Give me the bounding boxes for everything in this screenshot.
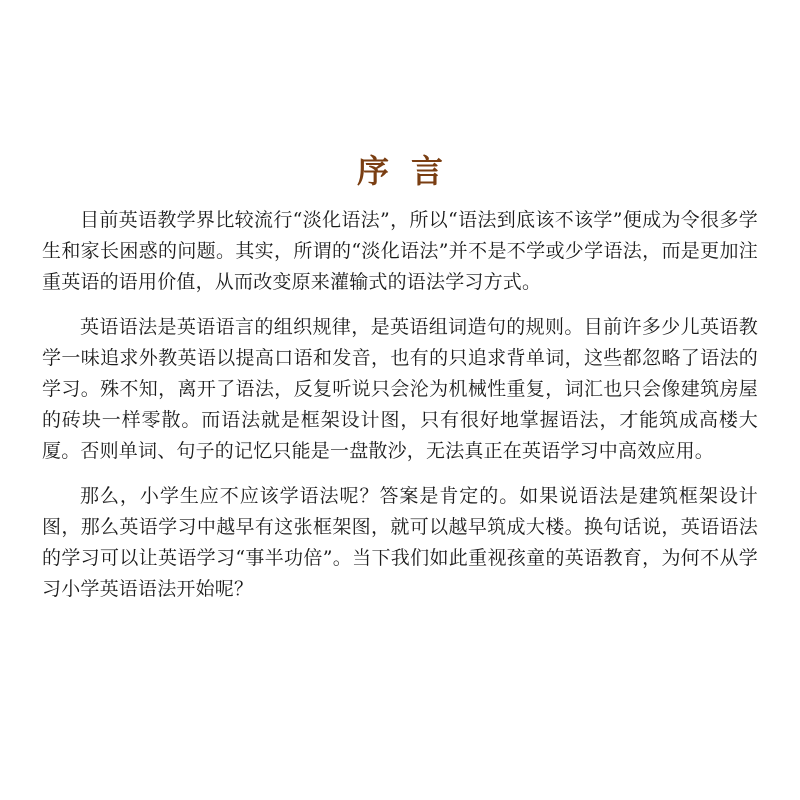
paragraph-1: 目前英语教学界比较流行“淡化语法”，所以“语法到底该不该学”便成为令很多学生和家长困惑的问题。其实，所谓的“淡化语法”并不是不学或少学语法，而是更加注重英语的语用价值，从而改变原来灌输式的语法学习方式。 bbox=[42, 209, 758, 293]
paragraph-3: 那么，小学生应不应该学语法呢？答案是肯定的。如果说语法是建筑框架设计图，那么英语学习中越早有这张框架图，就可以越早筑成大楼。换句话说，英语语法的学习可以让英语学习“事半功倍”。当下我们如此重视孩童的英语教育，为何不从学习小学英语语法开始呢？ bbox=[42, 485, 758, 600]
page-title: 序言 bbox=[356, 152, 465, 191]
paragraph-2: 英语语法是英语语言的组织规律，是英语组词造句的规则。目前许多少儿英语教学一味追求外教英语以提高口语和发音，也有的只追求背单词，这些都忽略了语法的学习。殊不知，离开了语法，反复听说只会沦为机械性重复，词汇也只会像建筑房屋的砖块一样零散。而语法就是框架设计图，只有很好地掌握语法，才能筑成高楼大厦。否则单词、句子的记忆只能是一盘散沙，无法真正在英语学习中高效应用。 bbox=[42, 316, 758, 462]
preface-body bbox=[42, 205, 758, 619]
